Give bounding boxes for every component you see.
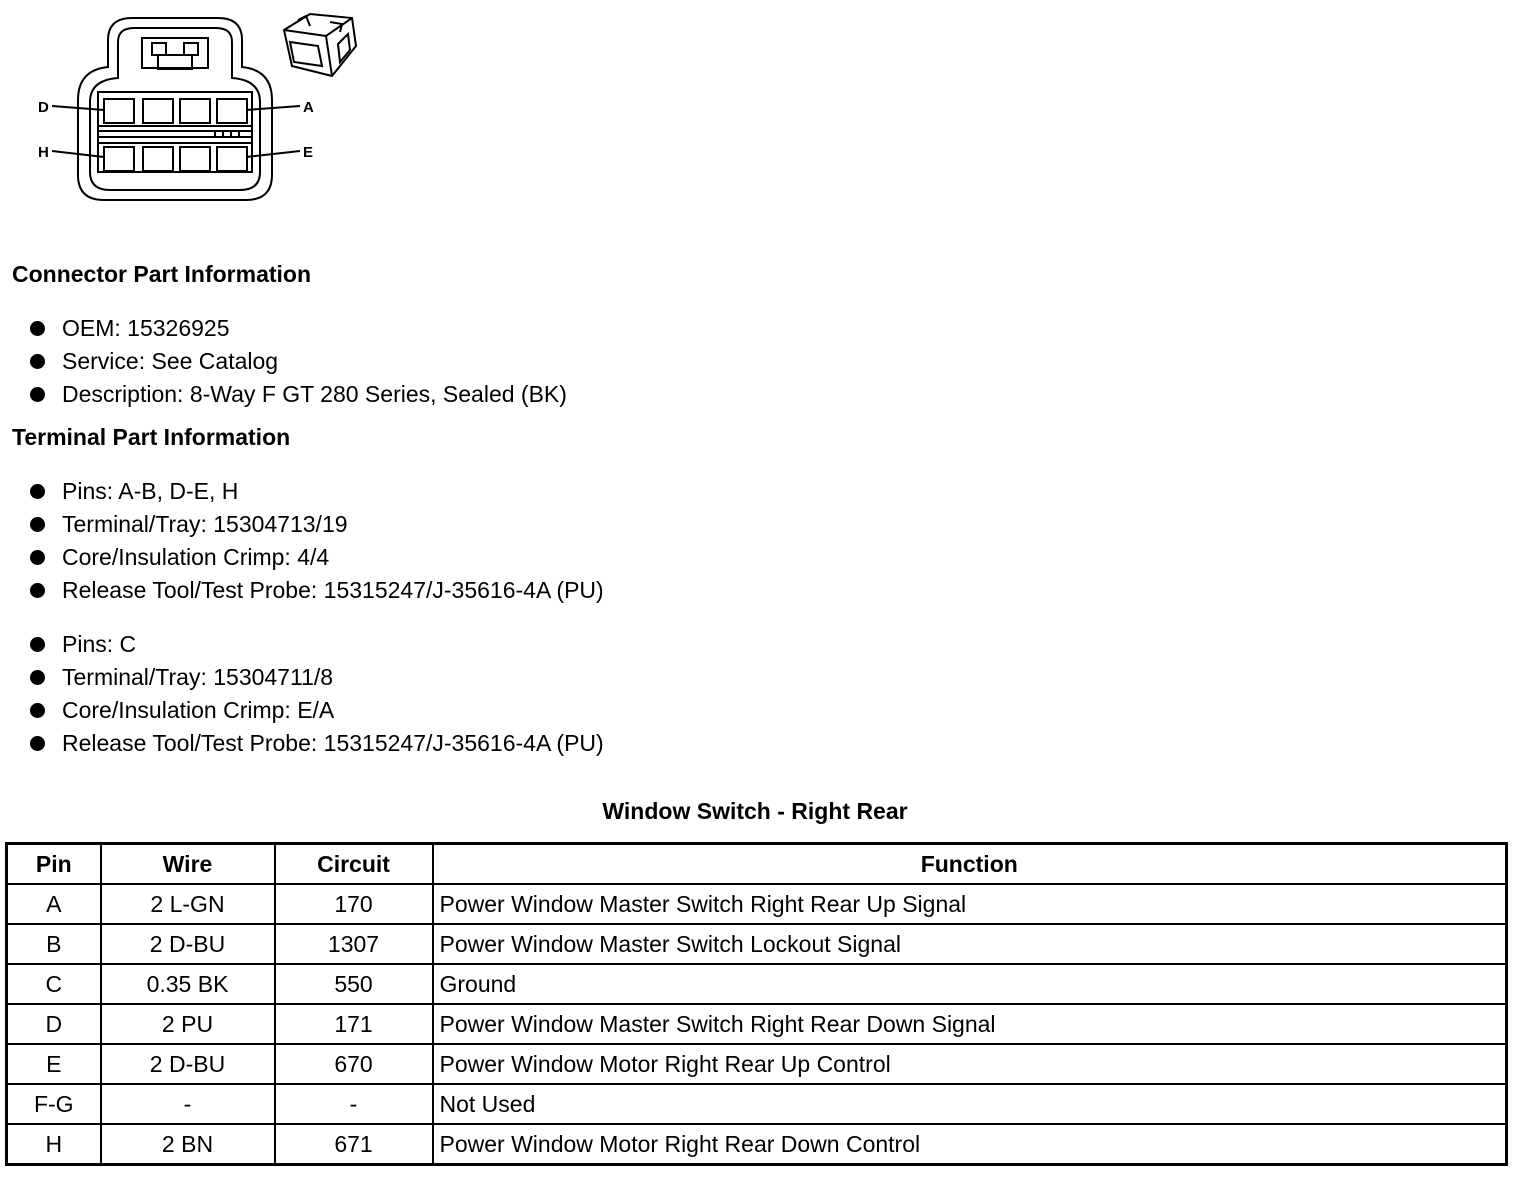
- terminal-part-heading: Terminal Part Information: [12, 424, 291, 450]
- connector-isometric-icon: [284, 14, 356, 76]
- header-pin: Pin: [7, 844, 101, 885]
- list-item: OEM: 15326925: [28, 312, 567, 345]
- list-item: Core/Insulation Crimp: 4/4: [28, 541, 604, 574]
- list-item: Terminal/Tray: 15304713/19: [28, 508, 604, 541]
- cell-pin: A: [7, 884, 101, 924]
- pin-label-a: A: [303, 99, 314, 116]
- bullet-icon: [30, 670, 45, 685]
- table-row: [7, 1044, 1507, 1084]
- cell-function: Ground: [433, 964, 1507, 1004]
- cell-circuit: 550: [275, 964, 433, 1004]
- list-item: Service: See Catalog: [28, 345, 567, 378]
- pin-label-e: E: [303, 144, 314, 161]
- table-row: [7, 1084, 1507, 1124]
- cavity: [104, 147, 134, 171]
- cell-pin: B: [7, 924, 101, 964]
- cell-pin: C: [7, 964, 101, 1004]
- cell-pin: H: [7, 1124, 101, 1165]
- connector-diagram: [0, 0, 380, 215]
- table-row: [7, 884, 1507, 924]
- cell-circuit: 670: [275, 1044, 433, 1084]
- terminal-group-1-list: [28, 475, 604, 607]
- cavity: [180, 147, 210, 171]
- pin-label-d: D: [38, 99, 49, 116]
- cell-function: Power Window Master Switch Lockout Signal: [433, 924, 1507, 964]
- cell-wire: 2 D-BU: [101, 924, 275, 964]
- cavity: [143, 99, 173, 123]
- cell-wire: 2 PU: [101, 1004, 275, 1044]
- connector-part-list: [28, 312, 567, 411]
- header-circuit: Circuit: [275, 844, 433, 885]
- bullet-icon: [30, 387, 45, 402]
- table-title: Window Switch - Right Rear: [602, 798, 908, 824]
- terminal-group-2-list: [28, 628, 604, 760]
- header-wire: Wire: [101, 844, 275, 885]
- cell-circuit: 171: [275, 1004, 433, 1044]
- bullet-icon: [30, 637, 45, 652]
- table-row: [7, 964, 1507, 1004]
- list-item: Core/Insulation Crimp: E/A: [28, 694, 604, 727]
- bullet-icon: [30, 583, 45, 598]
- bullet-icon: [30, 703, 45, 718]
- cavity: [217, 147, 247, 171]
- table-header-row: [7, 844, 1507, 885]
- cavity: [180, 99, 210, 123]
- cell-function: Power Window Master Switch Right Rear Down Signal: [433, 1004, 1507, 1044]
- cavity: [217, 99, 247, 123]
- cell-circuit: 170: [275, 884, 433, 924]
- cell-wire: 2 D-BU: [101, 1044, 275, 1084]
- cell-circuit: 1307: [275, 924, 433, 964]
- pin-label-h: H: [38, 144, 49, 161]
- cell-function: Power Window Master Switch Right Rear Up Signal: [433, 884, 1507, 924]
- table-row: [7, 1124, 1507, 1165]
- cell-wire: -: [101, 1084, 275, 1124]
- cell-circuit: 671: [275, 1124, 433, 1165]
- list-item: Terminal/Tray: 15304711/8: [28, 661, 604, 694]
- bullet-icon: [30, 736, 45, 751]
- cell-wire: 2 BN: [101, 1124, 275, 1165]
- cell-pin: E: [7, 1044, 101, 1084]
- list-item: Release Tool/Test Probe: 15315247/J-35616-4A (PU): [28, 727, 604, 760]
- bullet-icon: [30, 517, 45, 532]
- cell-pin: D: [7, 1004, 101, 1044]
- table-row: [7, 1004, 1507, 1044]
- cell-pin: F-G: [7, 1084, 101, 1124]
- list-item: Pins: C: [28, 628, 604, 661]
- list-item: Pins: A-B, D-E, H: [28, 475, 604, 508]
- header-function: Function: [433, 844, 1507, 885]
- cell-function: Power Window Motor Right Rear Down Control: [433, 1124, 1507, 1165]
- list-item: Release Tool/Test Probe: 15315247/J-35616-4A (PU): [28, 574, 604, 607]
- bullet-icon: [30, 484, 45, 499]
- cell-function: Power Window Motor Right Rear Up Control: [433, 1044, 1507, 1084]
- bullet-icon: [30, 354, 45, 369]
- cell-wire: 0.35 BK: [101, 964, 275, 1004]
- cell-function: Not Used: [433, 1084, 1507, 1124]
- table-row: [7, 924, 1507, 964]
- connector-part-heading: Connector Part Information: [12, 261, 312, 287]
- cell-wire: 2 L-GN: [101, 884, 275, 924]
- cell-circuit: -: [275, 1084, 433, 1124]
- bullet-icon: [30, 550, 45, 565]
- cavity: [143, 147, 173, 171]
- list-item: Description: 8-Way F GT 280 Series, Sealed (BK): [28, 378, 567, 411]
- cavity: [104, 99, 134, 123]
- pinout-table: [5, 842, 1508, 1166]
- bullet-icon: [30, 321, 45, 336]
